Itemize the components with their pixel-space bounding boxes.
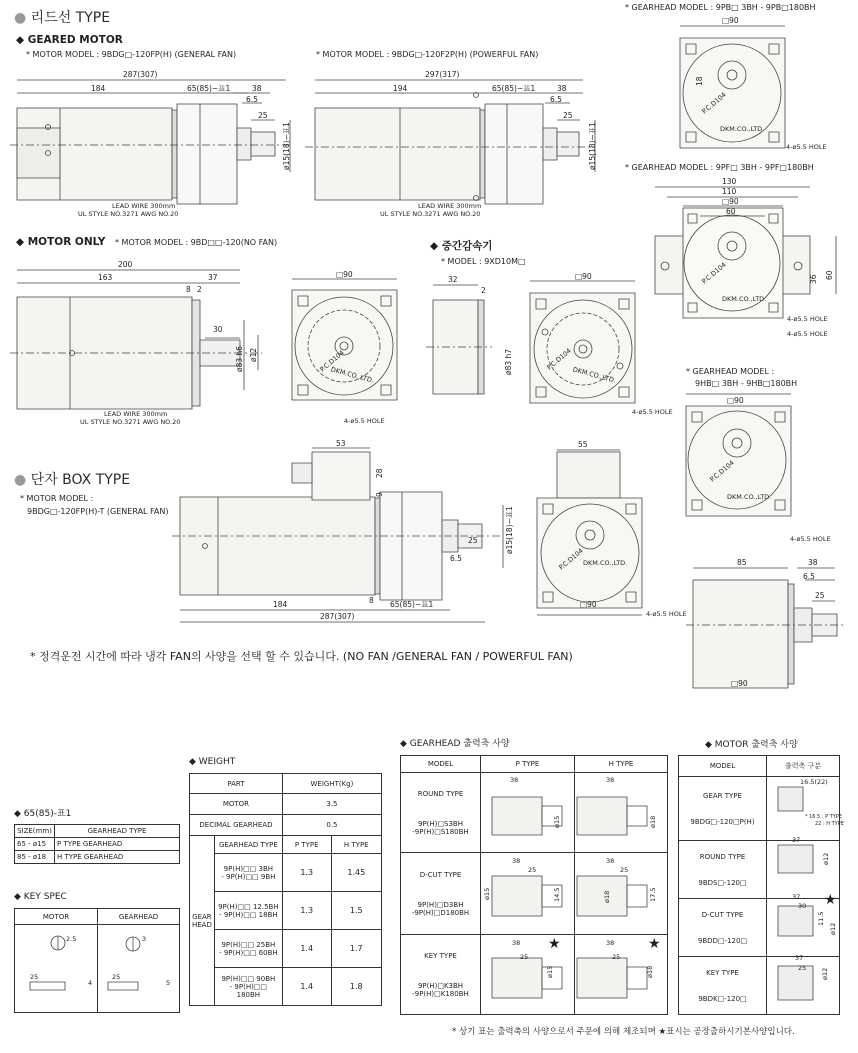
gs-header-p: P TYPE bbox=[481, 756, 575, 773]
star-icon: ★ bbox=[548, 936, 561, 952]
dim-square-90-f: □90 bbox=[731, 679, 748, 688]
ms-round-37: 37 bbox=[792, 836, 801, 844]
lead-wire-b-1: LEAD WIRE 300mm bbox=[418, 202, 482, 210]
key-gear-dim-3: 5 bbox=[166, 979, 171, 987]
size-cell: P TYPE GEARHEAD bbox=[55, 838, 180, 851]
motor-shaft-table bbox=[678, 755, 840, 1015]
weight-model: 9P(H)□□ 25BH - 9P(H)□□ 60BH bbox=[214, 930, 282, 968]
dim-length-powerful: 297(317) bbox=[425, 70, 460, 79]
intermediate-heading: ◆ 중간감속기 bbox=[430, 240, 493, 252]
weight-subheader: GEARHEAD TYPE bbox=[214, 836, 282, 854]
weight-model: 9P(H)□□ 3BH - 9P(H)□□ 9BH bbox=[214, 854, 282, 892]
key-header-gear: GEARHEAD bbox=[98, 909, 180, 925]
weight-title: ◆ WEIGHT bbox=[189, 757, 236, 767]
weight-model: 9P(H)□□ 12.5BH - 9P(H)□□ 18BH bbox=[214, 892, 282, 930]
ms-key-25: 25 bbox=[798, 964, 807, 972]
model-intermediate: * MODEL : 9XD10M□ bbox=[441, 257, 526, 266]
terminal-box-motor-drawing bbox=[172, 448, 642, 622]
dim-287-box: 287(307) bbox=[320, 612, 355, 621]
brand-a: DKM.CO.,LTD. bbox=[329, 365, 375, 385]
model-gearhead-hb-2: 9HB□ 3BH - 9HB□180BH bbox=[695, 379, 798, 388]
weight-header-part: PART bbox=[190, 774, 283, 794]
ms-model-key: KEY TYPE 9BDK□-120□ bbox=[679, 957, 767, 1015]
key-spec-title: ◆ KEY SPEC bbox=[14, 892, 67, 902]
ms-model-gear: GEAR TYPE 9BDG□-120□P(H) bbox=[679, 777, 767, 841]
size-table bbox=[14, 824, 180, 864]
dim-8-box: 8 bbox=[369, 596, 374, 605]
dim-60: 60 bbox=[726, 207, 736, 216]
weight-motor-label: MOTOR bbox=[190, 794, 283, 815]
weight-decimal-value: 0.5 bbox=[282, 815, 381, 836]
dim-6-5-b: 6.5 bbox=[550, 95, 562, 104]
dim-25-a: 25 bbox=[258, 111, 268, 120]
dim-30: 30 bbox=[213, 325, 223, 334]
motor-only-heading: ◆ MOTOR ONLY bbox=[16, 236, 106, 248]
pcd-e: P.C.D104 bbox=[708, 458, 736, 484]
key-header-motor: MOTOR bbox=[15, 909, 98, 925]
size-cell: H TYPE GEARHEAD bbox=[55, 851, 180, 864]
dim-6-5-c: 6.5 bbox=[803, 572, 815, 581]
weight-h: 1.7 bbox=[331, 930, 381, 968]
gs-dcut-p-145: 14.5 bbox=[553, 887, 561, 902]
key-gear-dim-2: 25 bbox=[112, 973, 121, 981]
ms-dcut-37: 37 bbox=[792, 893, 801, 901]
weight-subheader: H TYPE bbox=[331, 836, 381, 854]
dim-square-90-d: □90 bbox=[722, 197, 739, 206]
weight-p: 1.4 bbox=[282, 968, 331, 1006]
ms-key-dia: ø12 bbox=[821, 967, 829, 980]
size-header-1: SIZE(mm) bbox=[15, 825, 55, 838]
weight-p: 1.3 bbox=[282, 892, 331, 930]
gs-key-p-25: 25 bbox=[520, 953, 529, 961]
gs-header-model: MODEL bbox=[401, 756, 481, 773]
model-powerful-fan: * MOTOR MODEL : 9BDG□-120F2P(H) (POWERFUL FAN) bbox=[316, 50, 539, 59]
dim-25-b: 25 bbox=[563, 111, 573, 120]
gs-dcut-h-25: 25 bbox=[620, 866, 629, 874]
weight-decimal-label: DECIMAL GEARHEAD bbox=[190, 815, 283, 836]
ms-gear-note-1: * 16.5 : P TYPE bbox=[805, 814, 842, 820]
ms-dcut-115: 11.5 bbox=[817, 911, 825, 926]
model-gearhead-hb-1: * GEARHEAD MODEL : bbox=[686, 367, 775, 376]
dim-28: 28 bbox=[375, 468, 384, 478]
footer-note: * 상기 표는 출력축의 사양으로서 주문에 의해 제조되며 ★표시는 공장출하시기본사양입니다. bbox=[452, 1027, 795, 1037]
dim-130: 130 bbox=[722, 177, 737, 186]
dim-25-box: 25 bbox=[468, 536, 478, 545]
gs-round-h-38: 38 bbox=[606, 776, 615, 784]
lead-wire-a-1: LEAD WIRE 300mm bbox=[112, 202, 176, 210]
dim-37-a: 37 bbox=[208, 273, 218, 282]
dim-square-90-b: □90 bbox=[575, 272, 592, 281]
gearhead-shaft-table bbox=[400, 755, 668, 1015]
model-box: 9BDG□-120FP(H)-T (GENERAL FAN) bbox=[27, 507, 169, 516]
gs-dcut-p-dia: ø15 bbox=[483, 887, 491, 900]
dim-shaft-a: ø15(18)~표1 bbox=[282, 122, 291, 170]
size-table-title: ◆ 65(85)-표1 bbox=[14, 809, 72, 819]
holes-d: 4-ø5.5 HOLE bbox=[787, 315, 828, 323]
dim-shaft-box: ø15(18)~표1 bbox=[505, 506, 514, 554]
ms-key-37: 37 bbox=[795, 954, 804, 962]
dim-83h6: ø83 h6 bbox=[235, 345, 244, 372]
dim-square-90-a: □90 bbox=[336, 270, 353, 279]
gs-dcut-h-175: 17.5 bbox=[649, 887, 657, 902]
model-general-fan: * MOTOR MODEL : 9BDG□-120FP(H) (GENERAL FAN) bbox=[26, 50, 237, 59]
geared-motor-heading: ◆ GEARED MOTOR bbox=[16, 34, 123, 46]
brand-g: DKM.CO.,LTD. bbox=[583, 559, 628, 567]
dim-85: 85 bbox=[737, 558, 747, 567]
ms-dcut-30: 30 bbox=[798, 902, 807, 910]
dim-65-a: 65(85)~표1 bbox=[187, 84, 231, 93]
holes-e: 4-ø5.5 HOLE bbox=[790, 535, 831, 543]
brand-d: DKM.CO.,LTD. bbox=[722, 295, 767, 303]
ms-model-dcut: D-CUT TYPE 9BDD□-120□ bbox=[679, 899, 767, 957]
dim-18-c: 18 bbox=[695, 76, 704, 86]
weight-subheader: P TYPE bbox=[282, 836, 331, 854]
weight-header-kg: WEIGHT(Kg) bbox=[282, 774, 381, 794]
intermediate-reducer-drawing bbox=[426, 281, 635, 403]
dim-square-90-g: □90 bbox=[580, 600, 597, 609]
ms-header-type: 출력축 구분 bbox=[767, 756, 840, 777]
lead-wire-b-2: UL STYLE NO.3271 AWG NO.20 bbox=[380, 210, 481, 218]
gs-header-h: H TYPE bbox=[575, 756, 668, 773]
bullet-icon: ● bbox=[14, 10, 31, 26]
key-motor-dim-1: 2.5 bbox=[66, 935, 77, 943]
size-header-2: GEARHEAD TYPE bbox=[55, 825, 180, 838]
weight-table bbox=[189, 773, 382, 1006]
terminal-box-heading: ● 단자 BOX TYPE bbox=[14, 472, 131, 488]
lead-wire-c-1: LEAD WIRE 300mm bbox=[104, 410, 168, 418]
dim-8: 8 bbox=[186, 285, 191, 294]
dim-65-b: 65(85)~표1 bbox=[492, 84, 536, 93]
size-cell: 85 - ø18 bbox=[15, 851, 55, 864]
weight-h: 1.45 bbox=[331, 854, 381, 892]
ms-round-dia: ø12 bbox=[822, 852, 830, 865]
dim-184: 184 bbox=[91, 84, 106, 93]
gs-dcut-h-38: 38 bbox=[606, 857, 615, 865]
dim-length-general: 287(307) bbox=[123, 70, 158, 79]
size-cell: 65 - ø15 bbox=[15, 838, 55, 851]
pcd-b: P.C.D104 bbox=[545, 346, 573, 372]
dim-38-a: 38 bbox=[252, 84, 262, 93]
key-spec-table bbox=[14, 908, 180, 1013]
weight-model: 9P(H)□□ 90BH - 9P(H)□□ 180BH bbox=[214, 968, 282, 1006]
dim-38-c: 38 bbox=[808, 558, 818, 567]
gs-key-p-dia: ø15 bbox=[546, 965, 554, 978]
gs-model-round: ROUND TYPE 9P(H)□S3BH -9P(H)□S180BH bbox=[401, 773, 481, 853]
weight-p: 1.3 bbox=[282, 854, 331, 892]
weight-p: 1.4 bbox=[282, 930, 331, 968]
star-icon: ★ bbox=[648, 936, 661, 952]
brand-b: DKM.CO.,LTD. bbox=[571, 365, 617, 385]
brand-e: DKM.CO.,LTD. bbox=[727, 493, 772, 501]
dim-25-c: 25 bbox=[815, 591, 825, 600]
pcd-d: P.C.D104 bbox=[700, 260, 728, 286]
gs-dcut-p-38: 38 bbox=[512, 857, 521, 865]
ms-model-round: ROUND TYPE 9BDS□-120□ bbox=[679, 841, 767, 899]
dim-55: 55 bbox=[578, 440, 588, 449]
weight-h: 1.5 bbox=[331, 892, 381, 930]
dim-83h7: ø83 h7 bbox=[504, 348, 513, 375]
ms-header-model: MODEL bbox=[679, 756, 767, 777]
fan-note: * 정격운전 시간에 따라 냉각 FAN의 사양을 선택 할 수 있습니다. (NO FAN /GENERAL FAN / POWERFUL FAN) bbox=[30, 650, 573, 663]
model-box-label: * MOTOR MODEL : bbox=[20, 494, 94, 503]
gs-key-p-38: 38 bbox=[512, 939, 521, 947]
pcd-a: P.C.D104 bbox=[318, 348, 346, 374]
key-gear-dim-1: 3 bbox=[142, 935, 147, 943]
dim-square-90-e: □90 bbox=[727, 396, 744, 405]
star-icon: ★ bbox=[824, 892, 837, 908]
weight-motor-value: 3.5 bbox=[282, 794, 381, 815]
holes-g: 4-ø5.5 HOLE bbox=[646, 610, 687, 618]
dim-200: 200 bbox=[118, 260, 133, 269]
key-motor-dim-2: 25 bbox=[30, 973, 39, 981]
model-gearhead-pf: * GEARHEAD MODEL : 9PF□ 3BH - 9PF□180BH bbox=[625, 163, 814, 172]
weight-h: 1.8 bbox=[331, 968, 381, 1006]
ms-dcut-dia: ø12 bbox=[829, 922, 837, 935]
ms-gear-note-2: 22 : H TYPE bbox=[815, 821, 844, 827]
gs-dcut-h-dia: ø18 bbox=[603, 890, 611, 903]
dim-194: 194 bbox=[393, 84, 408, 93]
dim-53: 53 bbox=[336, 439, 346, 448]
gs-round-p-38: 38 bbox=[510, 776, 519, 784]
weight-gear-label: GEAR HEAD bbox=[190, 836, 215, 1006]
gs-key-h-25: 25 bbox=[612, 953, 621, 961]
holes-b: 4-ø5.5 HOLE bbox=[632, 408, 673, 416]
gearhead-shaft-title: ◆ GEARHEAD 출력축 사양 bbox=[400, 739, 510, 749]
key-motor-dim-3: 4 bbox=[88, 979, 93, 987]
gearhead-side-drawing bbox=[686, 568, 845, 688]
gs-round-p-dia: ø15 bbox=[553, 815, 561, 828]
gs-dcut-p-25: 25 bbox=[528, 866, 537, 874]
pcd-g: P.C.D104 bbox=[557, 546, 585, 572]
ms-gear-dim: 16.5(22) bbox=[800, 778, 828, 786]
gs-model-key: KEY TYPE 9P(H)□K3BH -9P(H)□K180BH bbox=[401, 935, 481, 1015]
lead-wire-c-2: UL STYLE NO.3271 AWG NO.20 bbox=[80, 418, 181, 426]
dim-163: 163 bbox=[98, 273, 113, 282]
holes-a: 4-ø5.5 HOLE bbox=[344, 417, 385, 425]
gs-model-dcut: D-CUT TYPE 9P(H)□D3BH -9P(H)□D180BH bbox=[401, 853, 481, 935]
dim-65-box: 65(85)~표1 bbox=[390, 600, 434, 609]
dim-shaft-b: ø15(18)~표1 bbox=[588, 122, 597, 170]
gs-round-h-dia: ø18 bbox=[649, 815, 657, 828]
dim-6-5-a: 6.5 bbox=[246, 95, 258, 104]
dim-60-v: 60 bbox=[825, 270, 834, 280]
lead-wire-a-2: UL STYLE NO.3271 AWG NO.20 bbox=[78, 210, 179, 218]
model-gearhead-pb: * GEARHEAD MODEL : 9PB□ 3BH - 9PB□180BH bbox=[625, 3, 816, 12]
dim-110: 110 bbox=[722, 187, 737, 196]
model-no-fan: * MOTOR MODEL : 9BD□□-120(NO FAN) bbox=[115, 238, 278, 247]
dim-36: 36 bbox=[809, 274, 818, 284]
motor-shaft-title: ◆ MOTOR 출력축 사양 bbox=[705, 740, 798, 750]
dim-9: 9 bbox=[375, 492, 384, 497]
dim-2: 2 bbox=[197, 285, 202, 294]
dim-2-b: 2 bbox=[481, 286, 486, 295]
motor-only-drawing bbox=[10, 270, 397, 409]
dim-12: ø12 bbox=[249, 347, 258, 362]
pcd-c: P.C.D104 bbox=[700, 90, 728, 116]
gs-key-h-38: 38 bbox=[606, 939, 615, 947]
bullet-icon-2: ● bbox=[14, 472, 31, 488]
dim-38-b: 38 bbox=[557, 84, 567, 93]
gs-key-h-dia: ø18 bbox=[646, 965, 654, 978]
page-title: ● 리드선 TYPE bbox=[14, 10, 111, 26]
dim-6-5-box: 6.5 bbox=[450, 554, 462, 563]
brand-c: DKM.CO.,LTD. bbox=[720, 125, 765, 133]
dim-184-box: 184 bbox=[273, 600, 288, 609]
dim-32: 32 bbox=[448, 275, 458, 284]
dim-square-90-c: □90 bbox=[722, 16, 739, 25]
holes-d2: 4-ø5.5 HOLE bbox=[787, 330, 828, 338]
holes-c: 4-ø5.5 HOLE bbox=[786, 143, 827, 151]
